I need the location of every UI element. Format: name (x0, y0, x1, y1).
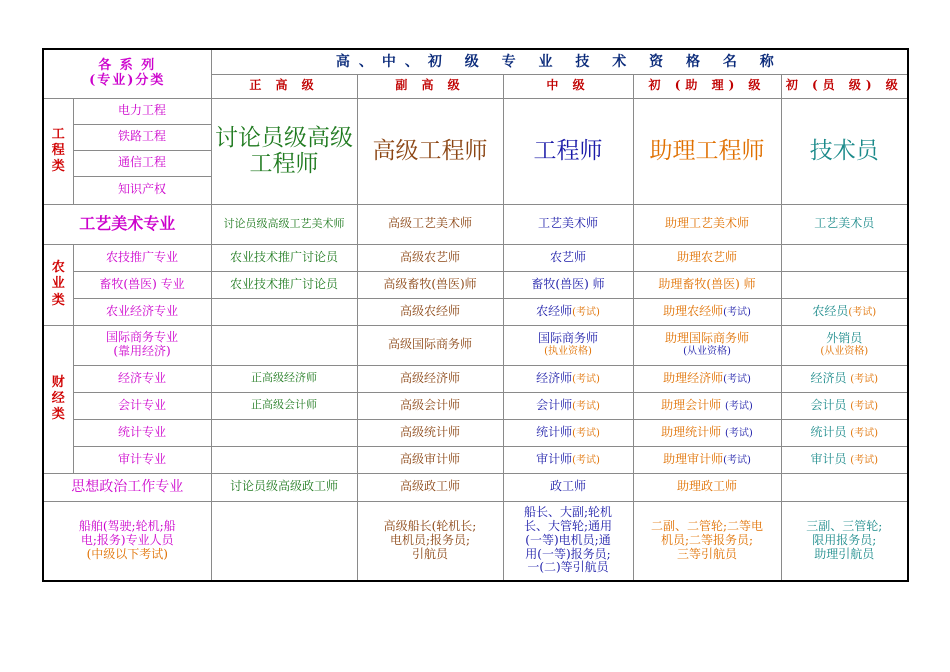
fin-row-t3-cell (503, 419, 633, 446)
fin-row-t3-cell (503, 365, 633, 392)
eng-sub-power: 电力工程 (73, 98, 211, 124)
level-intermediate: 中 级 (503, 74, 633, 98)
fin-row-t4-cell (633, 365, 781, 392)
exam-note: (考试) (572, 306, 600, 318)
ship-t4-line3: 三等引航员 (676, 546, 737, 561)
fin-row-t5: 审计员 (810, 451, 847, 466)
fin-row-t5-cell (781, 365, 908, 392)
agri-row-t2: 高级农经师 (357, 298, 503, 325)
exam-note: (考试) (725, 400, 753, 412)
ship-name (43, 501, 211, 581)
agri-row-t3: 畜牧(兽医) 师 (503, 271, 633, 298)
fin-row-t1: 正高级经济师 (211, 365, 357, 392)
fin-row-t4-cell (633, 392, 781, 419)
fin-intl-name-line2: (靠用经济) (113, 344, 171, 358)
ship-t3-line2: 长、大管轮;通用 (523, 519, 613, 534)
group-engineering (43, 98, 73, 204)
fin-intl-name-line1: 国际商务专业 (105, 330, 178, 345)
politics-t4: 助理政工师 (633, 473, 781, 501)
exam-note: (考试) (723, 373, 751, 385)
ship-t2 (357, 501, 503, 581)
exam-note: (考试) (725, 427, 753, 439)
ship-t2-line2: 电机员;报务员; (389, 532, 471, 547)
politics-t3: 政工师 (503, 473, 633, 501)
fin-intl-t5-note: (从业资格) (820, 346, 869, 358)
fin-intl-t4-title: 助理国际商务师 (664, 331, 749, 346)
agri-row-t1: 农业技术推广讨论员 (211, 271, 357, 298)
fin-row-t2: 高级经济师 (357, 365, 503, 392)
ship-t5-line2: 限用报务员; (812, 532, 877, 547)
fin-intl-t5-title: 外销员 (826, 331, 863, 346)
crafts-title-assistant: 助理工艺美术师 (633, 204, 781, 244)
fin-intl-t3-title: 国际商务师 (537, 331, 598, 346)
fin-row-t4-cell (633, 419, 781, 446)
agri-row-t3: 农艺师 (503, 244, 633, 271)
agri-row-t4: 助理农艺师 (633, 244, 781, 271)
fin-intl-name (73, 325, 211, 365)
agri-row-t5 (781, 271, 908, 298)
agri-row-name: 农业经济专业 (73, 298, 211, 325)
agri-row-t4: 助理农经师 (663, 303, 724, 318)
fin-intl-t1 (211, 325, 357, 365)
level-vice-senior: 副 高 级 (357, 74, 503, 98)
fin-row-t4: 助理审计师 (663, 451, 724, 466)
group-finance-label (46, 375, 71, 424)
fin-row-name: 会计专业 (73, 392, 211, 419)
ship-t2-line1: 高级船长(轮机长; (383, 519, 477, 534)
fin-intl-t3-note: (执业资格) (544, 346, 592, 358)
agri-row-t5 (781, 244, 908, 271)
group-agriculture-label (46, 260, 71, 309)
qualification-table (42, 48, 909, 582)
ship-t5-line1: 三副、三管轮; (806, 519, 883, 534)
fin-row-t3: 统计师 (536, 424, 573, 439)
fin-row-t2: 高级统计师 (357, 419, 503, 446)
fin-row-t3: 经济师 (536, 370, 573, 385)
ship-t3-line3: (一等)电机员;通 (525, 532, 611, 547)
fin-row-t3-cell (503, 392, 633, 419)
fin-intl-t4 (633, 325, 781, 365)
ship-t4 (633, 501, 781, 581)
group-label-char: 类 (51, 159, 65, 175)
group-label-char: 程 (51, 142, 65, 158)
ship-t2-line3: 引航员 (411, 546, 448, 561)
group-label-char: 类 (51, 292, 65, 308)
fin-row-t5: 会计员 (810, 397, 847, 412)
agri-row-t1 (211, 298, 357, 325)
main-title: 高、中、初 级 专 业 技 术 资 格 名 称 (211, 49, 908, 74)
agri-row-t2: 高级畜牧(兽医)师 (357, 271, 503, 298)
fin-row-name: 统计专业 (73, 419, 211, 446)
exam-note: (考试) (850, 373, 879, 385)
agri-row-name: 畜牧(兽医) 专业 (73, 271, 211, 298)
ship-t4-line1: 二副、二管轮;二等电 (650, 519, 764, 534)
fin-intl-t3 (503, 325, 633, 365)
crafts-title-staff: 工艺美术员 (781, 204, 908, 244)
ship-t5 (781, 501, 908, 581)
agri-row-t3-cell (503, 298, 633, 325)
eng-sub-railway: 铁路工程 (73, 124, 211, 150)
fin-row-t1 (211, 446, 357, 473)
fin-row-t4: 助理经济师 (663, 370, 724, 385)
crafts-name: 工艺美术专业 (43, 204, 211, 244)
exam-note: (考试) (723, 306, 751, 318)
level-junior-staff: 初 (员 级) 级 (781, 74, 908, 98)
crafts-title-intermediate: 工艺美术师 (503, 204, 633, 244)
ship-name-line1: 船舶(驾驶;轮机;船 (78, 519, 176, 534)
eng-title-senior: 讨论员级高级工程师 (211, 98, 357, 204)
fin-row-t3: 审计师 (536, 451, 573, 466)
fin-row-t1 (211, 419, 357, 446)
fin-row-t5: 经济员 (810, 370, 847, 385)
group-finance (43, 325, 73, 473)
level-senior: 正 高 级 (211, 74, 357, 98)
agri-row-t5-cell (781, 298, 908, 325)
agri-row-t4-cell (633, 298, 781, 325)
ship-t3-line4: 用(一等)报务员; (525, 546, 611, 561)
eng-sub-telecom: 通信工程 (73, 150, 211, 176)
fin-intl-t2: 高级国际商务师 (357, 325, 503, 365)
ship-t3-line1: 船长、大副;轮机 (523, 505, 613, 520)
exam-note: (考试) (723, 454, 751, 466)
eng-title-intermediate: 工程师 (503, 98, 633, 204)
agri-row-t4: 助理畜牧(兽医) 师 (633, 271, 781, 298)
ship-t3-line5: 一(二)等引航员 (527, 560, 609, 575)
group-label-char: 财 (51, 374, 65, 390)
fin-row-t5-cell (781, 392, 908, 419)
exam-note: (考试) (572, 454, 600, 466)
agri-row-t3: 农经师 (536, 303, 573, 318)
ship-name-line2: 电;报务)专业人员 (80, 532, 174, 547)
level-junior-assistant: 初 (助 理) 级 (633, 74, 781, 98)
fin-row-t2: 高级会计师 (357, 392, 503, 419)
agri-row-t5: 农经员 (812, 303, 849, 318)
fin-row-t5-cell (781, 419, 908, 446)
exam-note: (考试) (850, 400, 879, 412)
ship-t1 (211, 501, 357, 581)
ship-t4-line2: 机员;二等报务员; (660, 532, 754, 547)
ship-t5-line3: 助理引航员 (814, 546, 875, 561)
category-header-line1: 各 系 列 (98, 57, 157, 73)
ship-name-note: (中级以下考试) (86, 546, 168, 561)
politics-name: 思想政治工作专业 (43, 473, 211, 501)
group-label-char: 经 (51, 390, 65, 406)
group-label-char: 工 (51, 126, 65, 142)
group-agriculture (43, 244, 73, 325)
eng-title-vice-senior: 高级工程师 (357, 98, 503, 204)
fin-row-t4-cell (633, 446, 781, 473)
politics-t2: 高级政工师 (357, 473, 503, 501)
fin-row-t4: 助理统计师 (661, 424, 722, 439)
eng-sub-ip: 知识产权 (73, 176, 211, 204)
politics-t1: 讨论员级高级政工师 (211, 473, 357, 501)
fin-row-t1: 正高级会计师 (211, 392, 357, 419)
exam-note: (考试) (572, 400, 600, 412)
exam-note: (考试) (572, 427, 600, 439)
group-label-char: 类 (51, 407, 65, 423)
politics-t5 (781, 473, 908, 501)
exam-note: (考试) (850, 427, 879, 439)
crafts-title-vice-senior: 高级工艺美术师 (357, 204, 503, 244)
category-header-line2: (专业)分类 (89, 72, 166, 88)
category-header (43, 49, 211, 98)
fin-row-t3-cell (503, 446, 633, 473)
agri-row-t1: 农业技术推广讨论员 (211, 244, 357, 271)
fin-row-t2: 高级审计师 (357, 446, 503, 473)
group-label-char: 农 (51, 260, 65, 276)
agri-row-t2: 高级农艺师 (357, 244, 503, 271)
fin-intl-t4-note: (从业资格) (683, 346, 731, 358)
eng-title-assistant: 助理工程师 (633, 98, 781, 204)
fin-row-t5-cell (781, 446, 908, 473)
eng-title-technician: 技术员 (781, 98, 908, 204)
exam-note: (考试) (848, 306, 877, 318)
fin-row-t5: 统计员 (810, 424, 847, 439)
fin-intl-t5 (781, 325, 908, 365)
exam-note: (考试) (572, 373, 600, 385)
ship-t3 (503, 501, 633, 581)
fin-row-t3: 会计师 (536, 397, 573, 412)
fin-row-name: 审计专业 (73, 446, 211, 473)
group-engineering-label (46, 127, 71, 176)
group-label-char: 业 (51, 276, 65, 292)
fin-row-name: 经济专业 (73, 365, 211, 392)
fin-row-t4: 助理会计师 (661, 397, 722, 412)
agri-row-name: 农技推广专业 (73, 244, 211, 271)
crafts-title-senior: 讨论员级高级工艺美术师 (211, 204, 357, 244)
exam-note: (考试) (850, 454, 879, 466)
